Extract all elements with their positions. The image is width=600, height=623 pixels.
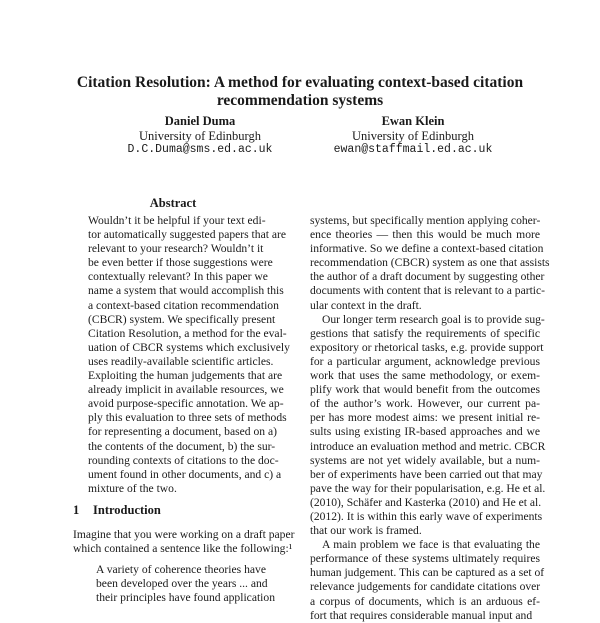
text-line: relevance judgements for candidate citations over xyxy=(310,580,541,594)
text-line: per has more modest aims: we present initial re- xyxy=(310,411,540,425)
author-block xyxy=(313,114,513,158)
author-email: ewan@staffmail.ed.ac.uk xyxy=(333,143,493,156)
text-line: systems are not yet widely available, but a num- xyxy=(310,453,540,467)
text-line: recommendation (CBCR) system as one that assists xyxy=(310,256,550,270)
author-affiliation: University of Edinburgh xyxy=(352,128,474,143)
abstract-text xyxy=(88,214,290,496)
abstract-heading: Abstract xyxy=(149,196,197,210)
text-line: a context-based citation recommendation xyxy=(88,298,279,312)
text-line: that our work is framed. xyxy=(310,524,422,538)
text-line: rounding contexts of citations to the doc- xyxy=(88,453,279,467)
text-line: ply this evaluation to three sets of methods xyxy=(88,411,287,425)
text-line: avoid purpose-specific annotation. We ap- xyxy=(88,397,284,411)
text-line: plify work that would benefit from the outcomes xyxy=(310,383,540,397)
text-line: the contents of the document, b) the sur- xyxy=(88,439,276,453)
text-line: already implicit in available resources, we xyxy=(88,383,284,397)
author-block xyxy=(100,114,300,158)
text-line: systems, but specifically mention applying coher- xyxy=(310,214,541,227)
right-column-text xyxy=(310,214,550,623)
title-line: Citation Resolution: A method for evaluating context-based citation xyxy=(76,74,524,91)
text-line: of the author’s work. However, our current pa- xyxy=(310,397,540,411)
text-line: performance of these systems ultimately requires xyxy=(310,552,540,566)
text-line: expository or rhetorical tasks, e.g. provide support xyxy=(310,340,544,354)
text-line: introduce an evaluation method and metric. CBCR xyxy=(310,439,546,453)
section-number: 1 xyxy=(73,503,80,517)
text-line: gestions that satisfy the requirements of specific xyxy=(310,326,540,340)
author-affiliation: University of Edinburgh xyxy=(139,128,261,143)
intro-text xyxy=(73,528,295,556)
title-line: recommendation systems xyxy=(216,92,384,109)
text-line: Exploiting the human judgements that are xyxy=(88,369,283,383)
quoted-sentence xyxy=(96,563,276,605)
text-line: (2012). It is within this early wave of experiments xyxy=(310,509,543,523)
text-line: sults using existing IR-based approaches and we xyxy=(310,425,540,439)
section-title: Introduction xyxy=(93,503,161,517)
text-line: (2010), Schäfer and Kasterka (2010) and He et al. xyxy=(310,495,542,509)
text-line: uation of CBCR systems which exclusively xyxy=(88,340,290,354)
text-line: Imagine that you were working on a draft paper xyxy=(73,528,295,541)
text-line: pave the way for their popularisation, e.g. He et al. xyxy=(310,481,546,495)
text-line: been developed over the years ... and xyxy=(96,577,268,591)
text-line: the author of a draft document by suggesting other xyxy=(310,270,545,284)
section-heading xyxy=(73,503,161,518)
text-line: work that uses the same methodology, or exem- xyxy=(310,369,540,383)
text-line: Wouldn’t it be helpful if your text edi- xyxy=(88,214,266,227)
text-line: human judgement. This can be captured as a set of xyxy=(310,566,545,580)
text-line: fort that requires considerable manual input and xyxy=(310,608,533,622)
text-line: (CBCR) system. We specifically present xyxy=(88,312,276,326)
text-line: name a system that would accomplish this xyxy=(88,284,284,298)
text-line: contextually relevant? In this paper we xyxy=(88,270,268,284)
paper-title xyxy=(60,74,540,110)
text-line: for representing a document, based on a) xyxy=(88,425,277,439)
text-line: a corpus of documents, which is an arduous ef- xyxy=(310,594,540,608)
text-line: A variety of coherence theories have xyxy=(96,563,266,576)
text-line: for a particular argument, acknowledge previous xyxy=(310,354,540,368)
text-line: documents with content that is relevant to a partic- xyxy=(310,284,546,298)
text-line: ber of experiments have been carried out that may xyxy=(310,467,543,481)
text-line: their principles have found application xyxy=(96,591,276,605)
author-email: D.C.Duma@sms.ed.ac.uk xyxy=(127,143,273,156)
author-name: Daniel Duma xyxy=(164,114,236,128)
text-line: informative. So we define a context-based citation xyxy=(310,242,544,256)
author-name: Ewan Klein xyxy=(381,114,445,128)
text-line: Our longer term research goal is to provide sug- xyxy=(322,312,545,326)
text-line: A main problem we face is that evaluating the xyxy=(322,538,540,552)
text-line: relevant to your research? Wouldn’t it xyxy=(88,242,264,256)
text-line: Citation Resolution, a method for the eval- xyxy=(88,326,287,340)
text-line: ular context in the draft. xyxy=(310,298,422,312)
text-line: be even better if those suggestions were xyxy=(88,256,273,270)
text-line: ence theories — then this would be much more xyxy=(310,228,540,242)
text-line: uses readily-available scientific articles. xyxy=(88,354,274,368)
text-line: ument found in other documents, and c) a xyxy=(88,467,282,481)
text-line: tor automatically suggested papers that are xyxy=(88,228,286,242)
text-line: mixture of the two. xyxy=(88,481,177,495)
text-line: which contained a sentence like the following:¹ xyxy=(73,542,293,556)
